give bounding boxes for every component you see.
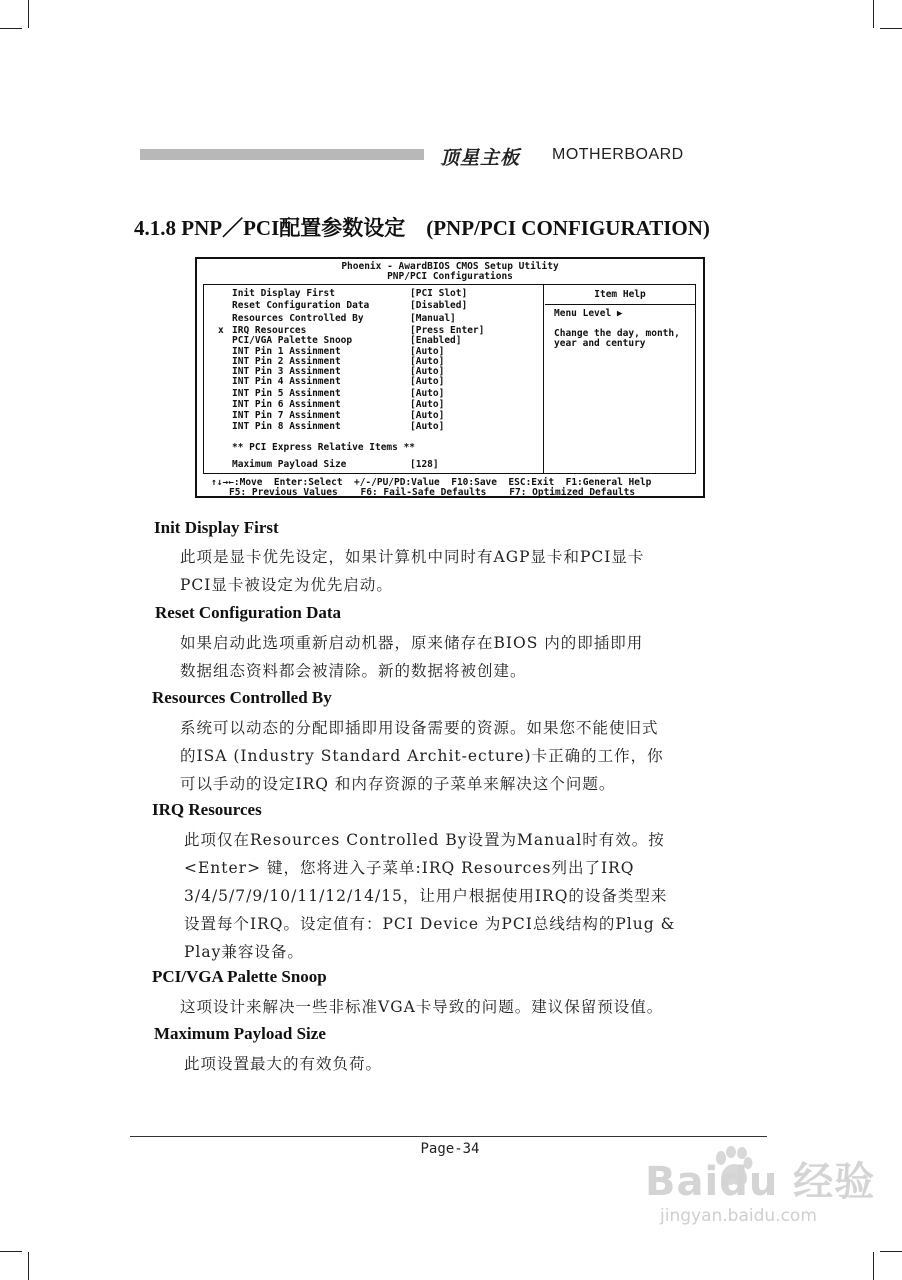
entry-text: 此项是显卡优先设定，如果计算机中同时有AGP显卡和PCI显卡 (180, 548, 645, 566)
bios-setting-value[interactable]: [Disabled] (410, 300, 468, 311)
bios-setting-value[interactable]: [Auto] (410, 421, 445, 432)
bios-setting-value[interactable]: [Manual] (410, 313, 456, 324)
bios-setting-value[interactable]: [PCI Slot] (410, 288, 468, 299)
crop-mark-tl-h (0, 28, 22, 29)
brand-logo-cn: 顶星主板 (440, 147, 521, 169)
help-menu-level: Menu Level ▶ (554, 308, 623, 319)
bios-setting-value[interactable]: [Auto] (410, 410, 445, 421)
bios-setting-label: INT Pin 8 Assinment (232, 421, 341, 432)
crop-mark-tl-v (28, 0, 29, 28)
bios-main-panel (203, 284, 696, 474)
bios-express-heading (204, 442, 544, 453)
crop-mark-br-h (880, 1251, 902, 1252)
help-panel-title: Item Help (594, 289, 646, 300)
crop-mark-bl-h (0, 1251, 22, 1252)
entry-text: 设置每个IRQ。设定值有：PCI Device 为PCI总线结构的Plug & (184, 915, 676, 933)
page-number: Page-34 (420, 1141, 480, 1157)
entry-text: 这项设计来解决一些非标准VGA卡导致的问题。建议保留预设值。 (180, 998, 664, 1016)
bios-setting-value[interactable]: [Auto] (410, 346, 445, 357)
entry-text: PCI显卡被设定为优先启动。 (180, 576, 393, 594)
bios-setting-row[interactable] (204, 335, 544, 346)
bios-setting-label: Init Display First (232, 288, 335, 299)
bios-setting-label: Maximum Payload Size (232, 459, 347, 470)
crop-mark-bl-v (28, 1252, 29, 1280)
bios-footer-keys: F5: Previous Values F6: Fail-Safe Defaults F7: Optimized Defaults (229, 487, 636, 498)
bios-setting-label: IRQ Resources (232, 325, 307, 336)
entry-title: Init Display First (154, 518, 279, 537)
bios-setting-value[interactable]: [Auto] (410, 388, 445, 399)
bios-setting-label: INT Pin 6 Assinment (232, 399, 341, 410)
entry-title: IRQ Resources (152, 800, 262, 819)
crop-mark-br-v (873, 1252, 874, 1280)
entry-text: 系统可以动态的分配即插即用设备需要的资源。如果您不能使旧式 (180, 719, 659, 737)
entry-text: 数据组态资料都会被清除。新的数据将被创建。 (180, 662, 527, 680)
bios-setting-value[interactable]: [Auto] (410, 356, 445, 367)
entry-text: 的ISA (Industry Standard Archit-ecture)卡正确的工作，你 (180, 747, 664, 765)
entry-text: Play兼容设备。 (184, 943, 304, 961)
bios-setting-row[interactable] (204, 459, 544, 470)
bios-subtitle: PNP/PCI Configurations (387, 271, 513, 282)
bios-setting-label: INT Pin 4 Assinment (232, 376, 341, 387)
entry-text: 此项设置最大的有效负荷。 (184, 1055, 383, 1073)
bios-settings-list (204, 285, 544, 473)
bios-setting-value[interactable]: [Auto] (410, 366, 445, 377)
baidu-watermark: Baidu 经验 (645, 1159, 876, 1205)
bios-setting-label: INT Pin 3 Assinment (232, 366, 341, 377)
bios-express-heading-text: ** PCI Express Relative Items ** (232, 442, 416, 453)
entry-title: PCI/VGA Palette Snoop (152, 967, 327, 986)
bios-setting-label: Resources Controlled By (232, 313, 364, 324)
bios-setting-row[interactable] (204, 388, 544, 399)
crop-mark-tr-v (873, 0, 874, 28)
bios-setting-row[interactable] (204, 421, 544, 432)
bios-setting-value[interactable]: [Auto] (410, 399, 445, 410)
entry-text: 如果启动此选项重新启动机器，原来储存在BIOS 内的即插即用 (180, 634, 644, 652)
bios-title: Phoenix - AwardBIOS CMOS Setup Utility (341, 261, 559, 272)
bios-setting-row[interactable] (204, 313, 544, 324)
footer-rule (130, 1136, 767, 1137)
entry-text: 此项仅在Resources Controlled By设置为Manual时有效。按 (184, 831, 665, 849)
bios-screen (195, 257, 705, 498)
bios-setting-label: INT Pin 7 Assinment (232, 410, 341, 421)
bios-setting-label: PCI/VGA Palette Snoop (232, 335, 353, 346)
bios-setting-row[interactable] (204, 376, 544, 387)
entry-text: 可以手动的设定IRQ 和内存资源的子菜单来解决这个问题。 (180, 775, 616, 793)
entry-title: Resources Controlled By (152, 688, 332, 707)
bios-setting-row[interactable] (204, 399, 544, 410)
help-text: year and century (554, 338, 646, 349)
bios-setting-row[interactable] (204, 288, 544, 299)
bios-setting-value[interactable]: [Enabled] (410, 335, 462, 346)
bios-setting-label: Reset Configuration Data (232, 300, 370, 311)
help-panel-divider (545, 304, 695, 305)
bios-setting-row[interactable] (204, 410, 544, 421)
bios-setting-label: INT Pin 2 Assinment (232, 356, 341, 367)
bios-setting-row[interactable] (204, 300, 544, 311)
bios-setting-label: INT Pin 5 Assinment (232, 388, 341, 399)
bios-setting-value[interactable]: [128] (410, 459, 439, 470)
bios-setting-value[interactable]: [Press Enter] (410, 325, 485, 336)
entry-title: Reset Configuration Data (155, 603, 342, 622)
brand-text-en: MOTHERBOARD (552, 146, 684, 163)
crop-mark-tr-h (880, 28, 902, 29)
watermark-url: jingyan.baidu.com (660, 1206, 817, 1226)
header-bar (140, 149, 424, 160)
section-title: 4.1.8 PNP／PCI配置参数设定 (PNP/PCI CONFIGURATION) (134, 216, 710, 240)
bios-footer-keys: ↑↓→←:Move Enter:Select +/-/PU/PD:Value F10:Save ESC:Exit F1:General Help (211, 477, 652, 488)
entry-title: Maximum Payload Size (154, 1024, 326, 1043)
bios-setting-value[interactable]: [Auto] (410, 376, 445, 387)
entry-text: <Enter> 键，您将进入子菜单:IRQ Resources列出了IRQ (184, 859, 635, 877)
help-text: Change the day, month, (554, 328, 680, 339)
bios-setting-label: INT Pin 1 Assinment (232, 346, 341, 357)
bios-setting-mark: x (218, 325, 224, 336)
entry-text: 3/4/5/7/9/10/11/12/14/15，让用户根据使用IRQ的设备类型来 (184, 887, 668, 905)
